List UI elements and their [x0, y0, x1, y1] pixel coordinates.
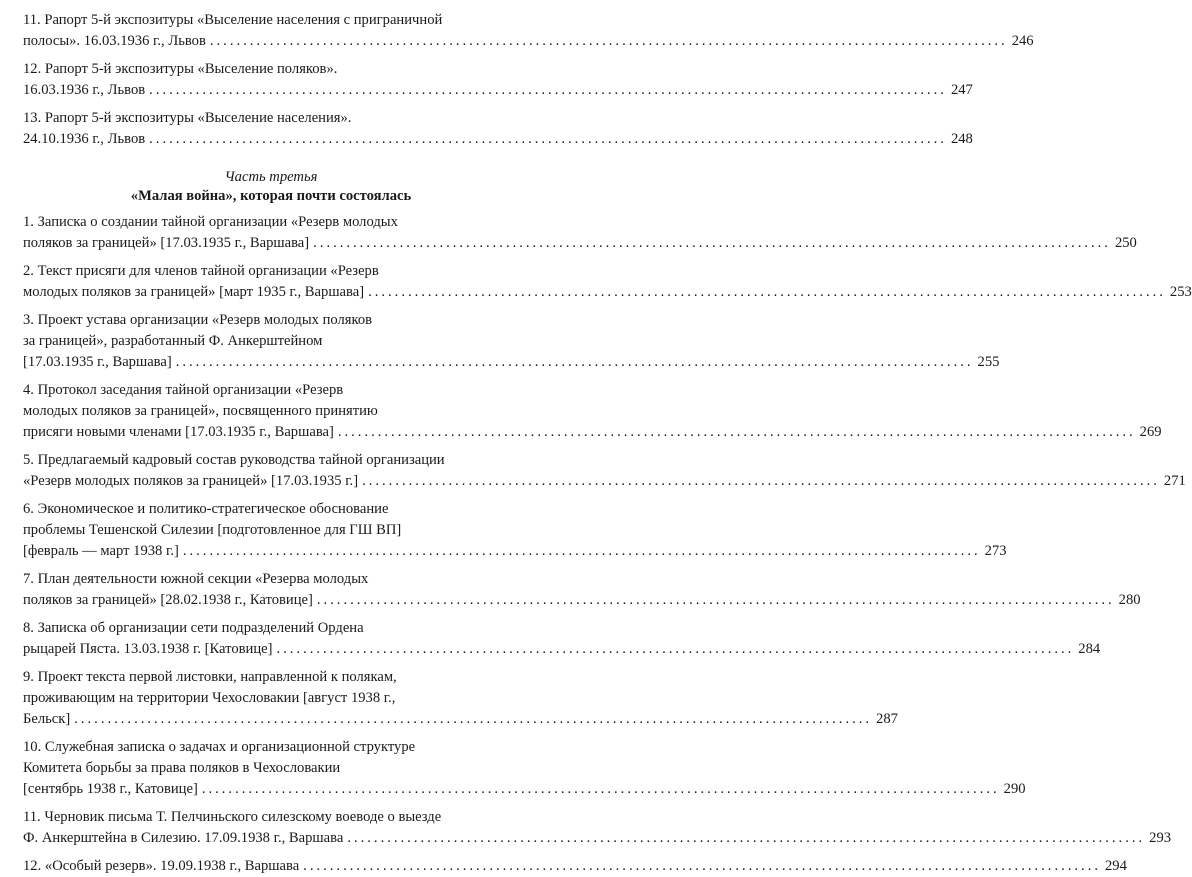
toc-entry-line: 10. Служебная записка о задачах и организационной структуре: [23, 739, 416, 755]
toc-entry-last-line: [23, 590, 1141, 611]
toc-entry-last-line: [23, 639, 1101, 660]
toc-entry-line: поляков за границей» [17.03.1935 г., Варшава]: [23, 235, 310, 251]
toc-entry-line: 16.03.1936 г., Львов: [23, 82, 146, 98]
toc-entry-last-line: [23, 31, 1034, 52]
toc-entry-line: молодых поляков за границей» [март 1935 г., Варшава]: [23, 284, 365, 300]
toc-entry-last-line: [23, 709, 898, 730]
toc-entry-line: 11. Черновик письма Т. Пелчиньского силезскому воеводе о выезде: [23, 809, 442, 825]
toc-page-number: 269: [1139, 424, 1162, 440]
dot-leader: ........................................................................................................................: [201, 781, 1000, 797]
dot-leader: ........................................................................................................................: [313, 235, 1111, 251]
toc-entry: [23, 380, 1162, 443]
toc-entry-last-line: [23, 856, 1127, 877]
toc-entry: [23, 667, 898, 730]
toc-page-number: 280: [1118, 592, 1141, 608]
toc-entry-line: полосы». 16.03.1936 г., Львов: [23, 33, 206, 49]
toc-entry-line: [февраль — март 1938 г.]: [23, 543, 179, 559]
toc-entry-last-line: [23, 828, 1172, 849]
toc-entry: [23, 450, 1186, 492]
dot-leader: ........................................................................................................................: [175, 354, 974, 370]
toc-page-number: 273: [984, 543, 1007, 559]
part-label: Часть третья: [224, 169, 318, 185]
toc-entry-line: 5. Предлагаемый кадровый состав руководства тайной организации: [23, 452, 445, 468]
toc-entry: [23, 569, 1141, 611]
toc-entry-line: 9. Проект текста первой листовки, направленной к полякам,: [23, 669, 397, 685]
dot-leader: ........................................................................................................................: [347, 830, 1146, 846]
toc-entry-last-line: [23, 779, 1026, 800]
toc-entry-line: 1. Записка о создании тайной организации «Резерв молодых: [23, 214, 398, 230]
toc-entry-last-line: [23, 129, 973, 150]
toc-page-number: 246: [1011, 33, 1034, 49]
toc-entry-line: 12. «Особый резерв». 19.09.1938 г., Варшава: [23, 858, 300, 874]
toc-page-number: 247: [950, 82, 973, 98]
toc-page-number: 250: [1114, 235, 1137, 251]
toc-entry: [23, 499, 1007, 562]
toc-page-number: 271: [1163, 473, 1186, 489]
toc-entry-last-line: [23, 471, 1186, 492]
toc-entry-last-line: [23, 422, 1162, 443]
toc-entry-line: поляков за границей» [28.02.1938 г., Катовице]: [23, 592, 313, 608]
toc-page-number: 287: [876, 711, 898, 727]
dot-leader: ........................................................................................................................: [209, 33, 1008, 49]
toc-entry: [23, 807, 1172, 849]
dot-leader: ........................................................................................................................: [74, 711, 873, 727]
toc-entry: [23, 618, 1101, 660]
toc-entry-line: 24.10.1936 г., Львов: [23, 131, 146, 147]
toc-entry-line: проживающим на территории Чехословакии [август 1938 г.,: [23, 690, 396, 706]
toc-entry-line: молодых поляков за границей», посвященного принятию: [23, 403, 378, 419]
toc-entry-line: [17.03.1935 г., Варшава]: [23, 354, 172, 370]
toc-page-number: 253: [1169, 284, 1192, 300]
part-title: «Малая война», которая почти состоялась: [130, 188, 412, 204]
dot-leader: ........................................................................................................................: [337, 424, 1136, 440]
dot-leader: ........................................................................................................................: [362, 473, 1160, 489]
toc-entry: [23, 737, 1026, 800]
dot-leader: ........................................................................................................................: [182, 543, 981, 559]
toc-entry-line: 4. Протокол заседания тайной организации «Резерв: [23, 382, 344, 398]
toc-entry-line: 2. Текст присяги для членов тайной организации «Резерв: [23, 263, 379, 279]
toc-entry-line: рыцарей Пяста. 13.03.1938 г. [Катовице]: [23, 641, 273, 657]
toc-entry-line: проблемы Тешенской Силезии [подготовленное для ГШ ВП]: [23, 522, 402, 538]
toc-entry: [23, 310, 1000, 373]
toc-entry-last-line: [23, 80, 973, 101]
toc-entry-line: 7. План деятельности южной секции «Резерва молодых: [23, 571, 369, 587]
toc-page-number: 248: [950, 131, 973, 147]
toc-entry-line: [сентябрь 1938 г., Катовице]: [23, 781, 198, 797]
dot-leader: ........................................................................................................................: [276, 641, 1075, 657]
dot-leader: ........................................................................................................................: [149, 82, 947, 98]
toc-entry-line: за границей», разработанный Ф. Анкерштейном: [23, 333, 323, 349]
toc-section-part2: [23, 10, 1034, 150]
toc-section-part3: [23, 212, 1192, 877]
toc-page-number: 290: [1003, 781, 1026, 797]
toc-entry-line: 13. Рапорт 5-й экспозитуры «Выселение населения».: [23, 110, 352, 126]
toc-entry-line: присяги новыми членами [17.03.1935 г., Варшава]: [23, 424, 334, 440]
toc-entry: [23, 108, 973, 150]
toc-entry-line: Комитета борьбы за права поляков в Чехословакии: [23, 760, 341, 776]
toc-entry-line: 12. Рапорт 5-й экспозитуры «Выселение поляков».: [23, 61, 338, 77]
toc-entry-line: 6. Экономическое и политико-стратегическое обоснование: [23, 501, 389, 517]
toc-entry-line: 11. Рапорт 5-й экспозитуры «Выселение населения с приграничной: [23, 12, 443, 28]
toc-entry-line: 8. Записка об организации сети подразделений Ордена: [23, 620, 364, 636]
toc-page-number: 284: [1078, 641, 1101, 657]
dot-leader: ........................................................................................................................: [368, 284, 1166, 300]
toc-page-number: 293: [1149, 830, 1172, 846]
toc-entry-line: «Резерв молодых поляков за границей» [17.03.1935 г.]: [23, 473, 359, 489]
toc-entry-last-line: [23, 352, 1000, 373]
toc-entry-line: Ф. Анкерштейна в Силезию. 17.09.1938 г., Варшава: [23, 830, 344, 846]
toc-page-number: 294: [1104, 858, 1127, 874]
toc-entry-line: 3. Проект устава организации «Резерв молодых поляков: [23, 312, 373, 328]
dot-leader: ........................................................................................................................: [316, 592, 1115, 608]
dot-leader: ........................................................................................................................: [303, 858, 1101, 874]
toc-entry-last-line: [23, 233, 1137, 254]
toc-entry: [23, 59, 973, 101]
toc-entry-line: Бельск]: [23, 711, 71, 727]
dot-leader: ........................................................................................................................: [149, 131, 947, 147]
part-header: [23, 168, 519, 206]
toc-entry: [23, 261, 1192, 303]
toc-page-number: 255: [977, 354, 1000, 370]
toc-entry: [23, 856, 1127, 877]
toc-entry-last-line: [23, 541, 1007, 562]
toc-entry: [23, 212, 1137, 254]
toc-entry: [23, 10, 1034, 52]
toc-entry-last-line: [23, 282, 1192, 303]
